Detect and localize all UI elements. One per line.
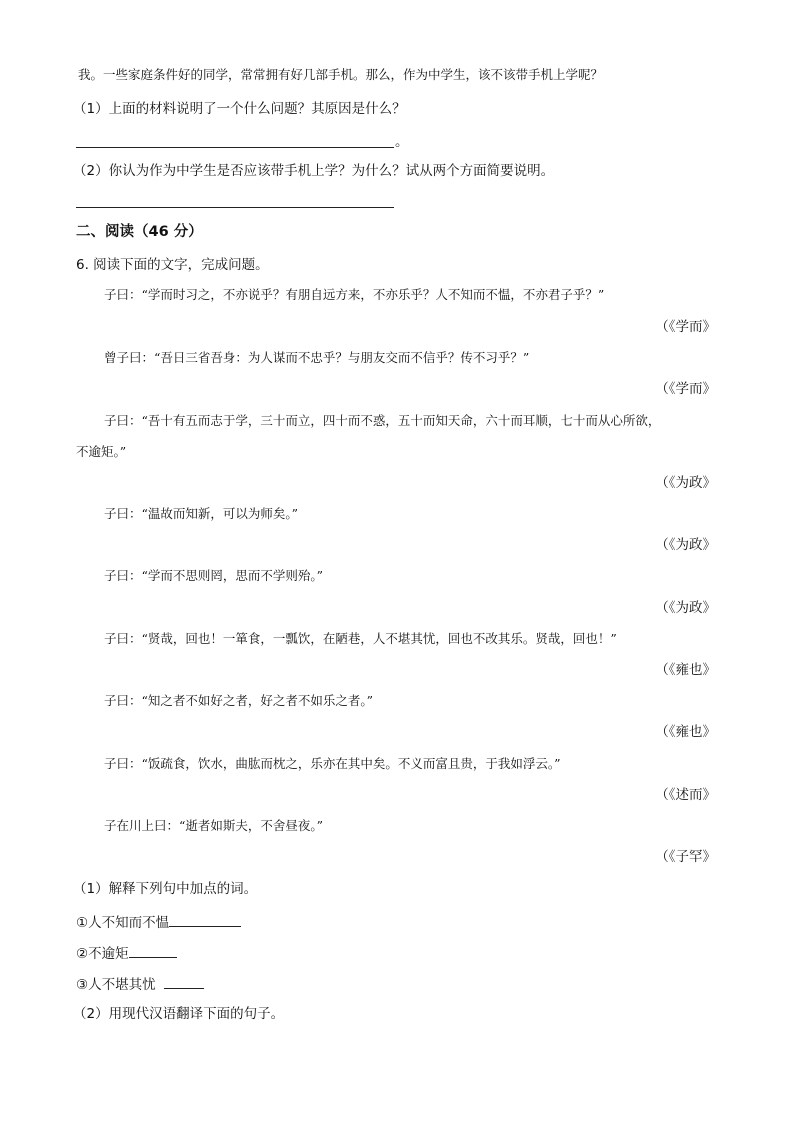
quote-2: 曾子曰：“吾日三省吾身：为人谋而不忠乎？与朋友交而不信乎？传不习乎？” xyxy=(104,350,530,365)
quote-5: 子曰：“学而不思则罔，思而不学则殆。” xyxy=(104,568,324,583)
quote-8: 子曰：“饭疏食，饮水，曲肱而枕之，乐亦在其中矣。不义而富且贵，于我如浮云。” xyxy=(104,756,561,771)
quote-6-source: （《雍也》 xyxy=(655,662,716,678)
sub1-item-2-blank[interactable] xyxy=(129,943,177,958)
q1-end-mark: 。 xyxy=(395,134,409,150)
question6-prompt: 6. 阅读下面的文字，完成问题。 xyxy=(76,257,269,273)
sub1-item-1-blank[interactable] xyxy=(169,912,241,927)
sub1-item-1 xyxy=(76,912,241,932)
sub1-label: （1）解释下列句中加点的词。 xyxy=(73,881,258,897)
sub1-item-2-text: ②不逾矩 xyxy=(76,946,129,962)
q2-answer-line[interactable] xyxy=(76,207,394,208)
sub1-item-3-blank[interactable] xyxy=(164,974,204,989)
quote-1: 子曰：“学而时习之，不亦说乎？有朋自远方来，不亦乐乎？人不知而不愠，不亦君子乎？” xyxy=(104,287,605,302)
quote-5-source: （《为政》 xyxy=(655,600,716,616)
q1-label: （1）上面的材料说明了一个什么问题？其原因是什么？ xyxy=(73,101,406,117)
sub1-item-1-text: ①人不知而不愠 xyxy=(76,915,170,931)
sub1-item-3-text: ③人不堪其忧 xyxy=(76,977,160,993)
section-title: 二、阅读（46 分） xyxy=(76,224,203,240)
quote-7-source: （《雍也》 xyxy=(655,724,716,740)
q2-label: （2）你认为作为中学生是否应该带手机上学？为什么？试从两个方面简要说明。 xyxy=(73,163,555,179)
quote-3: 子曰：“吾十有五而志于学，三十而立，四十而不惑，五十而知天命，六十而耳顺，七十而从心所欲， xyxy=(104,413,661,428)
quote-8-source: （《述而》 xyxy=(655,787,716,803)
quote-1-source: （《学而》 xyxy=(655,319,716,335)
q1-answer-line[interactable] xyxy=(76,147,394,148)
sub1-item-2 xyxy=(76,943,177,963)
quote-9: 子在川上曰：“逝者如斯夫，不舍昼夜。” xyxy=(104,818,324,833)
intro-text: 我。一些家庭条件好的同学，常常拥有好几部手机。那么，作为中学生，该不该带手机上学呢？ xyxy=(78,67,604,82)
quote-6: 子曰：“贤哉，回也！一箪食，一瓢饮，在陋巷，人不堪其忧，回也不改其乐。贤哉，回也！” xyxy=(104,631,617,646)
quote-7: 子曰：“知之者不如好之者，好之者不如乐之者。” xyxy=(104,693,374,708)
quote-4: 子曰：“温故而知新，可以为师矣。” xyxy=(104,506,299,521)
quote-4-source: （《为政》 xyxy=(655,537,716,553)
quote-3-source: （《为政》 xyxy=(655,475,716,491)
quote-3-cont: 不逾矩。” xyxy=(76,444,127,459)
quote-9-source: （《子罕》 xyxy=(655,849,716,865)
sub1-item-3 xyxy=(76,974,204,994)
quote-2-source: （《学而》 xyxy=(655,381,716,397)
sub2-label: （2）用现代汉语翻译下面的句子。 xyxy=(73,1006,285,1022)
